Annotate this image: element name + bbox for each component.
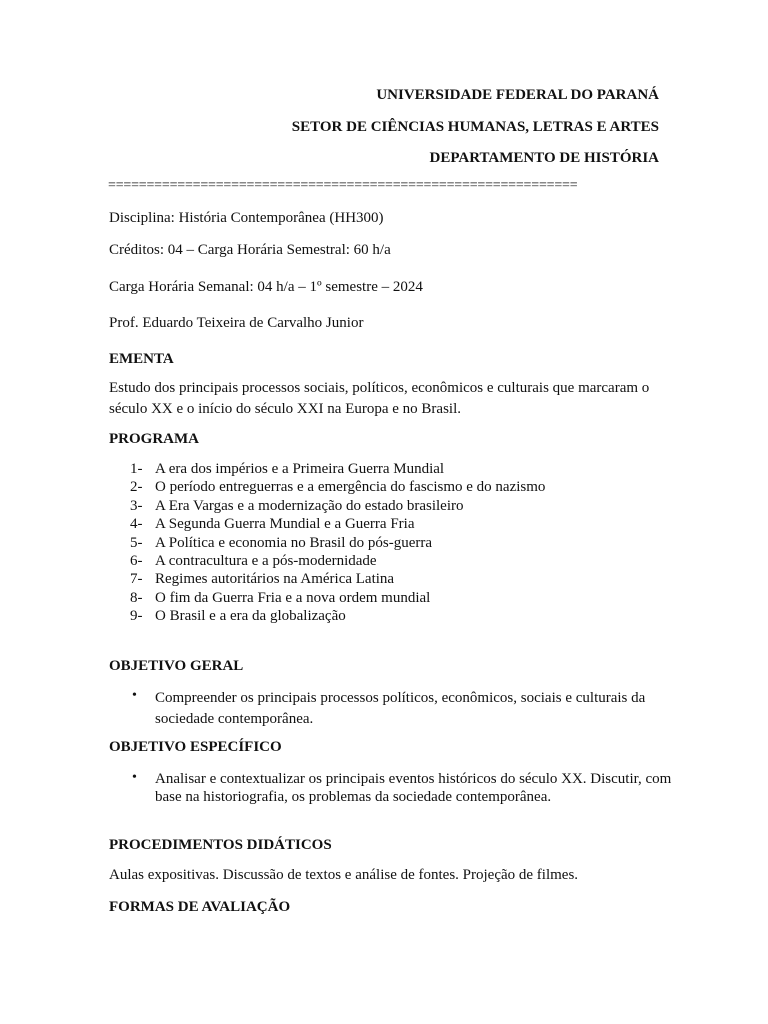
bullet-icon: • xyxy=(132,688,137,703)
list-item-number: 6- xyxy=(130,552,143,569)
programa-title: PROGRAMA xyxy=(109,431,199,447)
list-item-text: O período entreguerras e a emergência do fascismo e do nazismo xyxy=(155,479,546,496)
ementa-text: Estudo dos principais processos sociais, políticos, econômicos e culturais que marcaram o século XX e o início do século XXI na Europa e no Brasil. xyxy=(109,380,650,417)
list-item xyxy=(130,607,545,625)
list-item xyxy=(130,552,545,570)
programa-list xyxy=(130,460,545,626)
list-item xyxy=(130,497,545,515)
list-item-text: A Segunda Guerra Mundial e a Guerra Fria xyxy=(155,516,415,533)
department-name: DEPARTAMENTO DE HISTÓRIA xyxy=(429,150,659,166)
list-item-text: A Política e economia no Brasil do pós-guerra xyxy=(155,534,433,551)
objetivo-especifico-title: OBJETIVO ESPECÍFICO xyxy=(109,739,282,755)
list-item-number: 9- xyxy=(130,608,143,625)
list-item-number: 3- xyxy=(130,497,143,514)
list-item-text: Regimes autoritários na América Latina xyxy=(155,571,395,588)
list-item-text: A era dos impérios e a Primeira Guerra Mundial xyxy=(155,461,445,477)
list-item-number: 7- xyxy=(130,571,143,588)
sector-name: SETOR DE CIÊNCIAS HUMANAS, LETRAS E ARTES xyxy=(291,119,659,135)
list-item-text: O Brasil e a era da globalização xyxy=(155,608,346,625)
list-item xyxy=(130,460,545,478)
procedimentos-text: Aulas expositivas. Discussão de textos e análise de fontes. Projeção de filmes. xyxy=(109,867,579,883)
bullet-icon: • xyxy=(132,770,137,785)
university-name: UNIVERSIDADE FEDERAL DO PARANÁ xyxy=(376,87,659,103)
list-item-number: 5- xyxy=(130,534,143,551)
list-item-number: 8- xyxy=(130,589,143,606)
list-item xyxy=(130,534,545,552)
credits-line: Créditos: 04 – Carga Horária Semestral: 60 h/a xyxy=(109,242,391,258)
avaliacao-title: FORMAS DE AVALIAÇÃO xyxy=(109,899,291,915)
list-item xyxy=(130,589,545,607)
list-item-number: 1- xyxy=(130,461,143,477)
separator-rule: ============================================================= xyxy=(108,178,578,193)
list-item xyxy=(130,570,545,588)
list-item-text: A contracultura e a pós-modernidade xyxy=(155,552,377,569)
list-item xyxy=(130,515,545,533)
list-item-number: 2- xyxy=(130,479,143,496)
list-item-text: A Era Vargas e a modernização do estado brasileiro xyxy=(155,497,464,514)
procedimentos-title: PROCEDIMENTOS DIDÁTICOS xyxy=(109,837,332,853)
objetivo-especifico-text: Analisar e contextualizar os principais eventos históricos do século XX. Discutir, com base na historiografia, os problemas da sociedade contemporânea. xyxy=(155,771,672,805)
professor-line: Prof. Eduardo Teixeira de Carvalho Junior xyxy=(109,315,364,331)
list-item xyxy=(130,478,545,496)
discipline-line: Disciplina: História Contemporânea (HH300) xyxy=(109,210,384,226)
objetivo-geral-text: Compreender os principais processos políticos, econômicos, sociais e culturais da sociedade contemporânea. xyxy=(155,690,646,727)
objetivo-geral-title: OBJETIVO GERAL xyxy=(109,658,244,674)
ementa-title: EMENTA xyxy=(109,351,174,367)
weekly-hours-line: Carga Horária Semanal: 04 h/a – 1º semestre – 2024 xyxy=(109,279,423,295)
list-item-number: 4- xyxy=(130,516,143,533)
list-item-text: O fim da Guerra Fria e a nova ordem mundial xyxy=(155,589,431,606)
